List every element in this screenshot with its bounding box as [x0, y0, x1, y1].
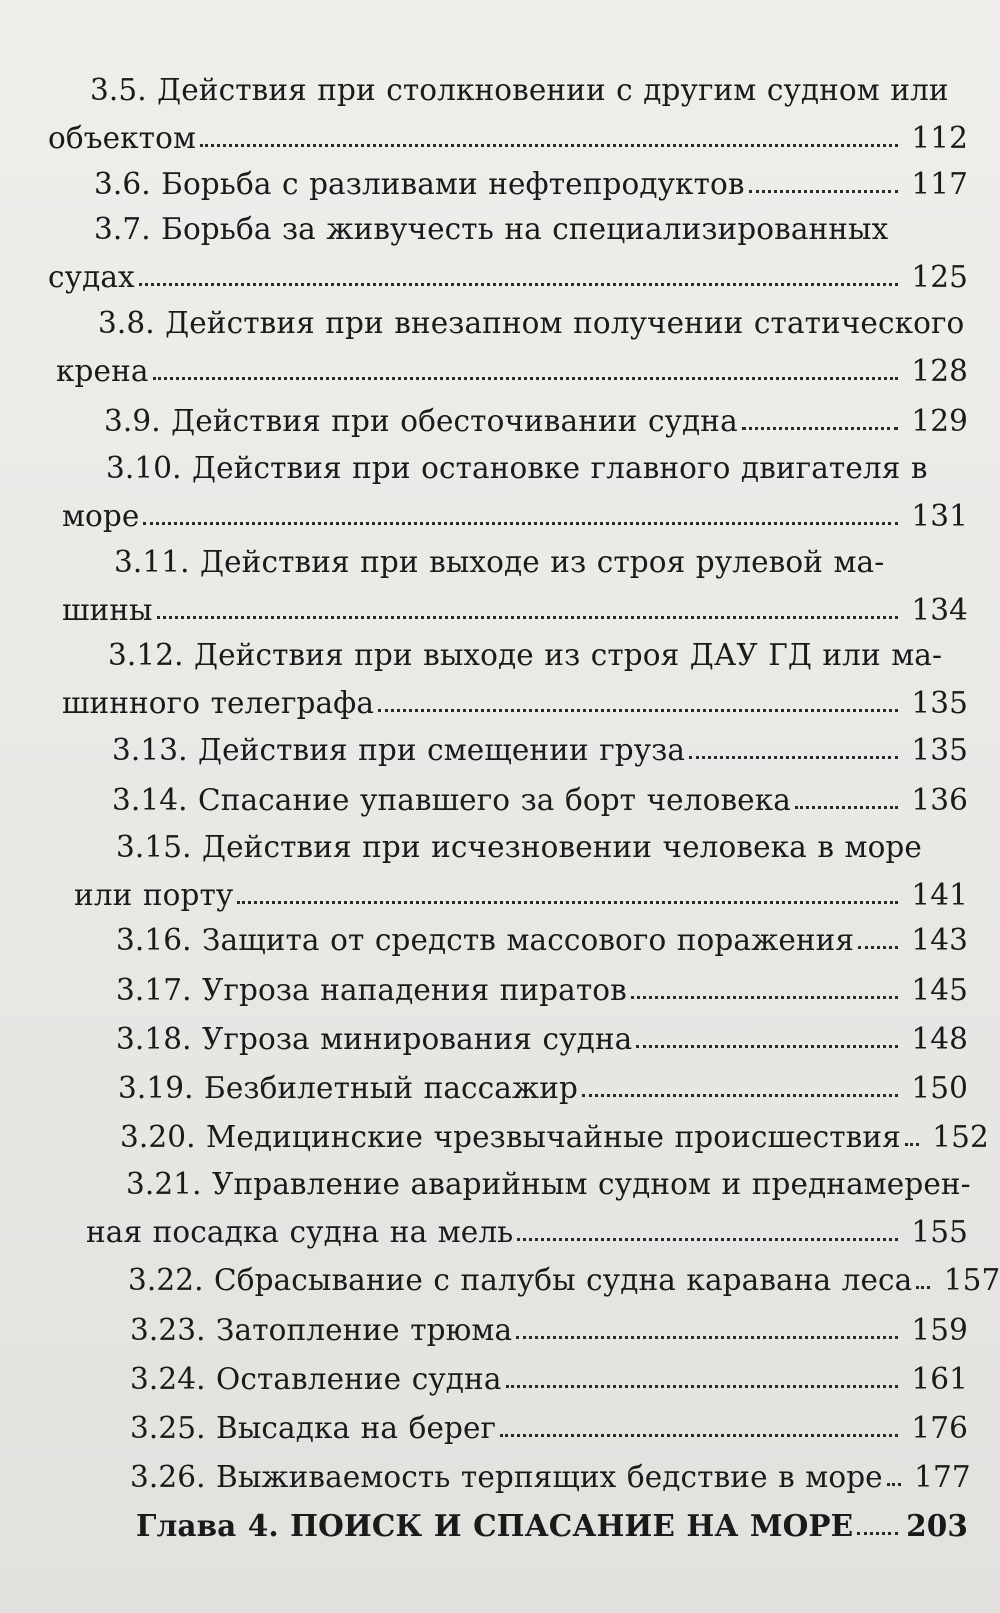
toc-entry-line: 3.21. Управление аварийным судном и преднамерен- [126, 1167, 971, 1201]
toc-entry-3-6 [94, 160, 968, 204]
toc-entry-line: 3.13. Действия при смещении груза [112, 733, 686, 767]
dot-leader [857, 1531, 898, 1535]
dot-leader [378, 708, 898, 712]
toc-entry-line: 3.15. Действия при исчезновении человека в море [116, 830, 922, 864]
toc-entry-line: шины [62, 593, 153, 627]
toc-entry-line: судах [48, 260, 135, 294]
toc-entry-3-11 [62, 542, 968, 630]
toc-entry-3-7 [48, 209, 968, 297]
page-number: 131 [911, 499, 968, 533]
toc-entry-3-22 [128, 1256, 1000, 1300]
toc-entry-3-21 [86, 1164, 971, 1252]
toc-entry-line: 3.20. Медицинские чрезвычайные происшествия [120, 1120, 901, 1154]
dot-leader [157, 615, 898, 619]
toc-entry-line: или порту [74, 878, 234, 912]
page-number: 155 [911, 1215, 968, 1249]
toc-entry-3-12 [62, 635, 968, 723]
page-number: 152 [932, 1120, 989, 1154]
dot-leader [916, 1285, 930, 1289]
page-number: 176 [911, 1411, 968, 1445]
page-number: 150 [911, 1071, 968, 1105]
toc-entry-line: 3.8. Действия при внезапном получении статического [98, 306, 965, 340]
dot-leader [631, 995, 898, 999]
toc-entry-3-14 [112, 776, 968, 820]
page-number: 134 [911, 593, 968, 627]
toc-entry-3-13 [112, 726, 968, 770]
page-number: 143 [911, 923, 968, 957]
page-number: 135 [911, 686, 968, 720]
toc-entry-3-26 [130, 1453, 971, 1497]
page-number: 129 [911, 404, 968, 438]
dot-leader [636, 1044, 898, 1048]
toc-entry-3-16 [116, 916, 968, 960]
toc-entry-line: 3.9. Действия при обесточивании судна [104, 404, 738, 438]
dot-leader [139, 282, 898, 286]
toc-entry-line: 3.24. Оставление судна [130, 1362, 502, 1396]
dot-leader [200, 143, 898, 147]
toc-entry-3-24 [130, 1355, 968, 1399]
page-number: 136 [911, 783, 968, 817]
toc-entry-3-19 [118, 1064, 968, 1108]
page-number: 161 [911, 1362, 968, 1396]
toc-entry-line: крена [56, 354, 149, 388]
dot-leader [749, 189, 898, 193]
toc-entry-3-8 [56, 303, 968, 391]
toc-entry-line: 3.10. Действия при остановке главного двигателя в [106, 451, 928, 485]
toc-entry-3-9 [104, 397, 968, 441]
toc-entry-line: 3.11. Действия при выходе из строя рулевой ма- [114, 545, 885, 579]
dot-leader [237, 900, 898, 904]
dot-leader [143, 521, 898, 525]
chapter-title: Глава 4. ПОИСК И СПАСАНИЕ НА МОРЕ [136, 1508, 854, 1543]
page-number: 148 [911, 1022, 968, 1056]
dot-leader [795, 805, 898, 809]
dot-leader [517, 1237, 898, 1241]
toc-entry-3-18 [116, 1015, 968, 1059]
toc-entry-line: 3.23. Затопление трюма [130, 1313, 513, 1347]
dot-leader [500, 1433, 898, 1437]
page-number: 141 [911, 878, 968, 912]
toc-entry-line: 3.16. Защита от средств массового поражения [116, 923, 855, 957]
page-number: 112 [911, 121, 968, 155]
dot-leader [905, 1142, 919, 1146]
toc-entry-3-23 [130, 1306, 968, 1350]
dot-leader [506, 1384, 898, 1388]
page-number: 125 [911, 260, 968, 294]
page-number: 117 [911, 167, 968, 201]
toc-entry-line: 3.12. Действия при выходе из строя ДАУ ГД или ма- [108, 638, 943, 672]
toc-entry-3-17 [116, 966, 968, 1010]
toc-entry-3-15 [74, 827, 968, 915]
dot-leader [153, 376, 898, 380]
toc-entry-3-5 [48, 70, 968, 158]
toc-entry-line: ная посадка судна на мель [86, 1215, 514, 1249]
page-number: 128 [911, 354, 968, 388]
page-number: 157 [943, 1263, 1000, 1297]
toc-entry-line: 3.5. Действия при столкновении с другим судном или [90, 73, 949, 107]
toc-entry-line: 3.19. Безбилетный пассажир [118, 1071, 578, 1105]
page-number: 145 [911, 973, 968, 1007]
toc-chapter-4 [136, 1502, 968, 1546]
toc-entry-line: 3.18. Угроза минирования судна [116, 1022, 633, 1056]
toc-entry-line: 3.22. Сбрасывание с палубы судна каравана леса [128, 1263, 913, 1297]
dot-leader [858, 945, 898, 949]
toc-entry-line: 3.26. Выживаемость терпящих бедствие в море [130, 1460, 883, 1494]
dot-leader [689, 755, 898, 759]
page-number: 177 [914, 1460, 971, 1494]
toc-entry-line: 3.17. Угроза нападения пиратов [116, 973, 627, 1007]
page-number: 159 [911, 1313, 968, 1347]
toc-entry-3-25 [130, 1404, 968, 1448]
toc-entry-3-20 [120, 1113, 989, 1157]
toc-entry-line: 3.6. Борьба с разливами нефтепродуктов [94, 167, 745, 201]
toc-entry-line: 3.14. Спасание упавшего за борт человека [112, 783, 791, 817]
dot-leader [516, 1335, 898, 1339]
toc-entry-line: шинного телеграфа [62, 686, 375, 720]
toc-entry-line: объектом [48, 121, 197, 155]
page-number: 203 [906, 1508, 968, 1543]
dot-leader [582, 1093, 898, 1097]
toc-entry-line: море [62, 499, 140, 533]
dot-leader [742, 426, 898, 430]
dot-leader [887, 1482, 901, 1486]
toc-entry-3-10 [62, 448, 968, 536]
toc-entry-line: 3.7. Борьба за живучесть на специализированных [94, 212, 889, 246]
page-number: 135 [911, 733, 968, 767]
toc-entry-line: 3.25. Высадка на берег [130, 1411, 497, 1445]
